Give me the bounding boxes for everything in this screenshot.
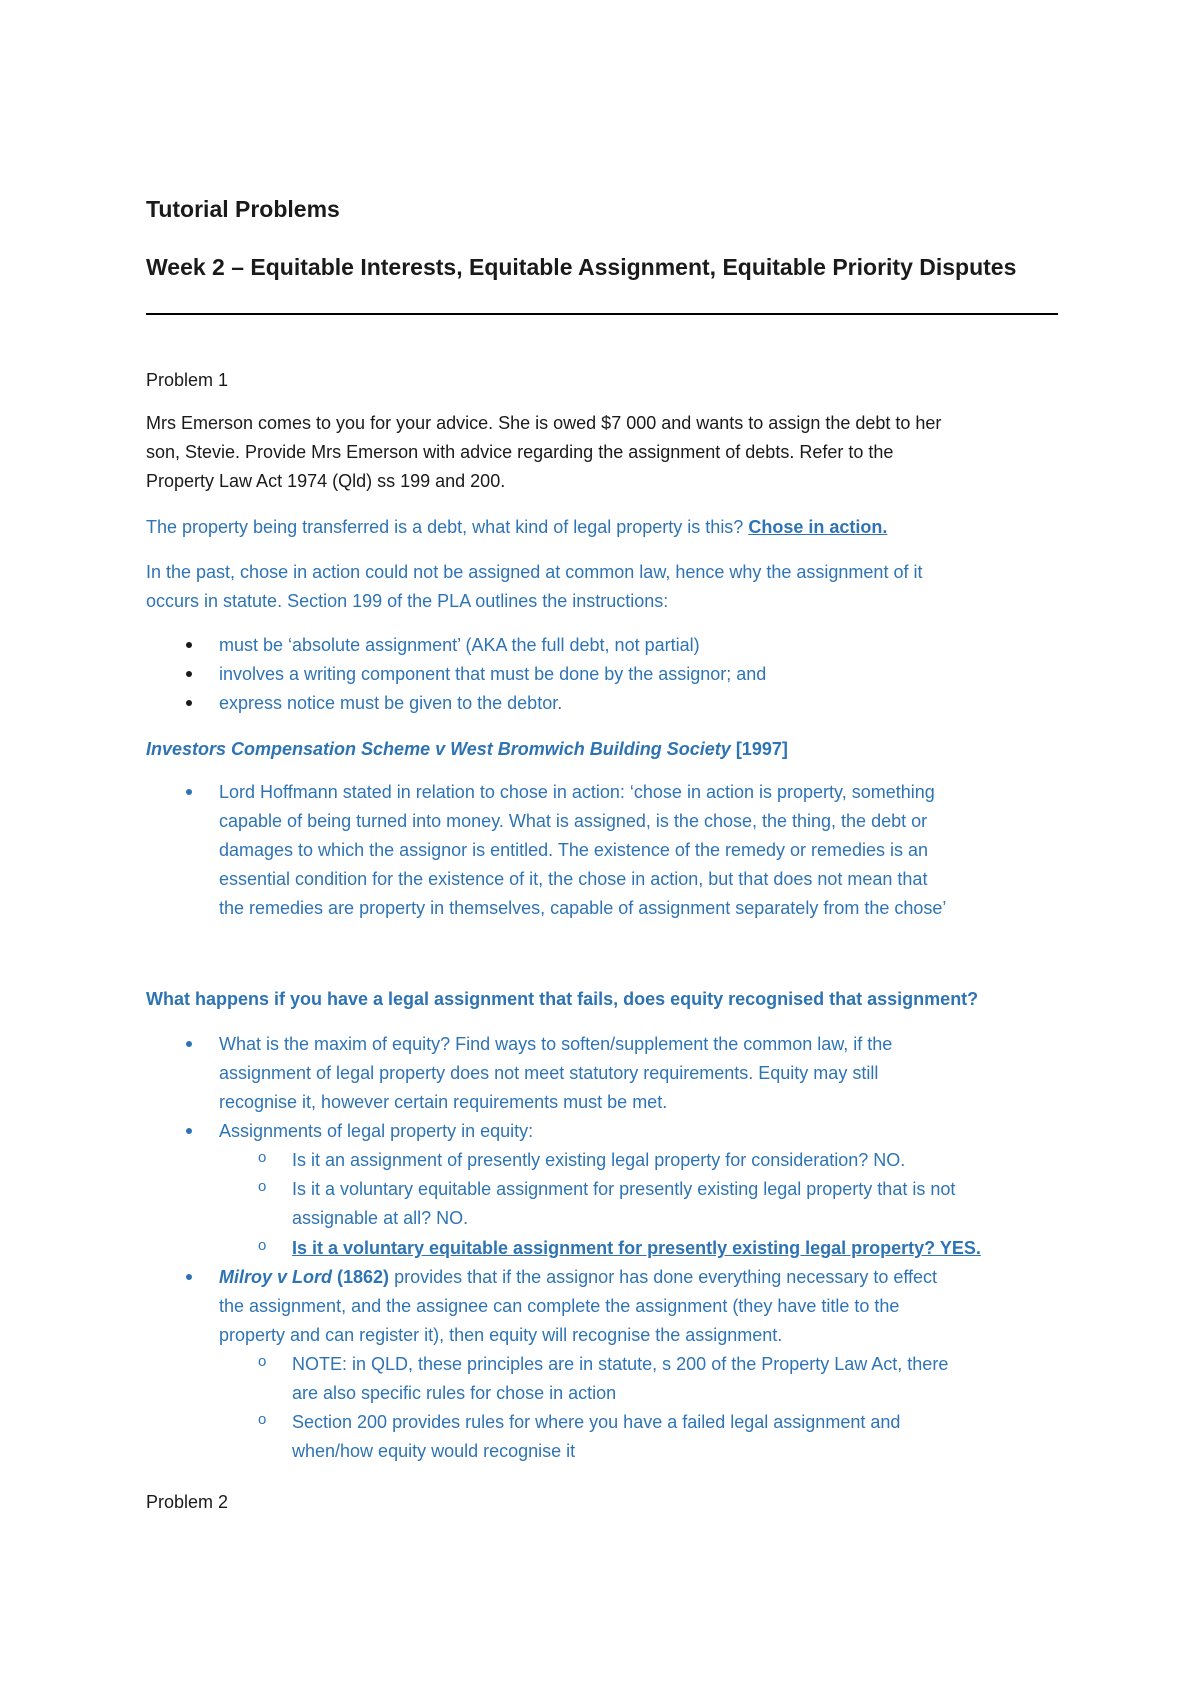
hoffmann-line: essential condition for the existence of it, the chose in action, but that does not mean that [219,869,928,889]
sub-question-3: Is it a voluntary equitable assignment for presently existing legal property? YES. [292,1238,981,1258]
bullet-icon [186,642,192,648]
maxim-line: recognise it, however certain requirements must be met. [219,1092,668,1112]
document-title: Tutorial Problems [146,196,340,222]
pla-requirement: express notice must be given to the debtor. [219,693,563,713]
milroy-case-name: Milroy v Lord [219,1267,333,1287]
hoffmann-line: damages to which the assignor is entitled. The existence of the remedy or remedies is an [219,840,929,860]
bullet-icon [186,671,192,677]
problem-1-label: Problem 1 [146,370,229,390]
milroy-line [219,1263,937,1292]
sub-bullet-icon: o [258,1178,267,1195]
past-line: occurs in statute. Section 199 of the PLA outlines the instructions: [146,591,669,611]
milroy-year: (1862) [332,1267,390,1287]
sub-bullet-icon: o [258,1353,267,1370]
pla-requirement: must be ‘absolute assignment’ (AKA the full debt, not partial) [219,635,700,655]
week-heading: Week 2 – Equitable Interests, Equitable Assignment, Equitable Priority Disputes [146,254,1017,280]
bullet-icon [186,789,192,795]
bullet-icon [186,700,192,706]
milroy-line: property and can register it), then equity will recognise the assignment. [219,1325,783,1345]
sub-bullet-icon: o [258,1411,267,1428]
problem-1-line: Property Law Act 1974 (Qld) ss 199 and 200. [146,471,506,491]
chose-in-action-answer: Chose in action. [748,517,888,537]
heading-underline [146,313,1058,315]
maxim-line: What is the maxim of equity? Find ways to soften/supplement the common law, if the [219,1034,893,1054]
case-name: Investors Compensation Scheme v West Bromwich Building Society [146,739,731,759]
section-200-line: Section 200 provides rules for where you have a failed legal assignment and [292,1412,901,1432]
hoffmann-line: capable of being turned into money. What is assigned, is the chose, the thing, the debt or [219,811,928,831]
problem-1-line: son, Stevie. Provide Mrs Emerson with advice regarding the assignment of debts. Refer to the [146,442,894,462]
case-year: [1997] [730,739,788,759]
bullet-icon [186,1128,192,1134]
milroy-line: the assignment, and the assignee can complete the assignment (they have title to the [219,1296,900,1316]
note-line: NOTE: in QLD, these principles are in statute, s 200 of the Property Law Act, there [292,1354,949,1374]
hoffmann-line: the remedies are property in themselves, capable of assignment separately from the chose’ [219,898,947,918]
assignments-label: Assignments of legal property in equity: [219,1121,534,1141]
sub-question-1: Is it an assignment of presently existing legal property for consideration? NO. [292,1150,906,1170]
section-200-line: when/how equity would recognise it [292,1441,576,1461]
pla-requirement: involves a writing component that must be done by the assignor; and [219,664,767,684]
sub-bullet-icon: o [258,1149,267,1166]
sub-question-2: Is it a voluntary equitable assignment for presently existing legal property that is not [292,1179,956,1199]
note-line: are also specific rules for chose in action [292,1383,617,1403]
failed-assignment-heading: What happens if you have a legal assignment that fails, does equity recognised that assignment? [146,989,979,1009]
problem-1-line: Mrs Emerson comes to you for your advice. She is owed $7 000 and wants to assign the debt to her [146,413,942,433]
maxim-line: assignment of legal property does not meet statutory requirements. Equity may still [219,1063,879,1083]
property-question [146,513,887,542]
sub-bullet-icon: o [258,1237,267,1254]
bullet-icon [186,1274,192,1280]
hoffmann-line: Lord Hoffmann stated in relation to chose in action: ‘chose in action is property, something [219,782,935,802]
bullet-icon [186,1041,192,1047]
milroy-text: provides that if the assignor has done everything necessary to effect [389,1267,938,1287]
property-question-text: The property being transferred is a debt, what kind of legal property is this? [146,517,744,537]
case-heading [146,735,788,764]
problem-2-label: Problem 2 [146,1492,229,1512]
sub-question-2: assignable at all? NO. [292,1208,469,1228]
past-line: In the past, chose in action could not be assigned at common law, hence why the assignment of it [146,562,923,582]
